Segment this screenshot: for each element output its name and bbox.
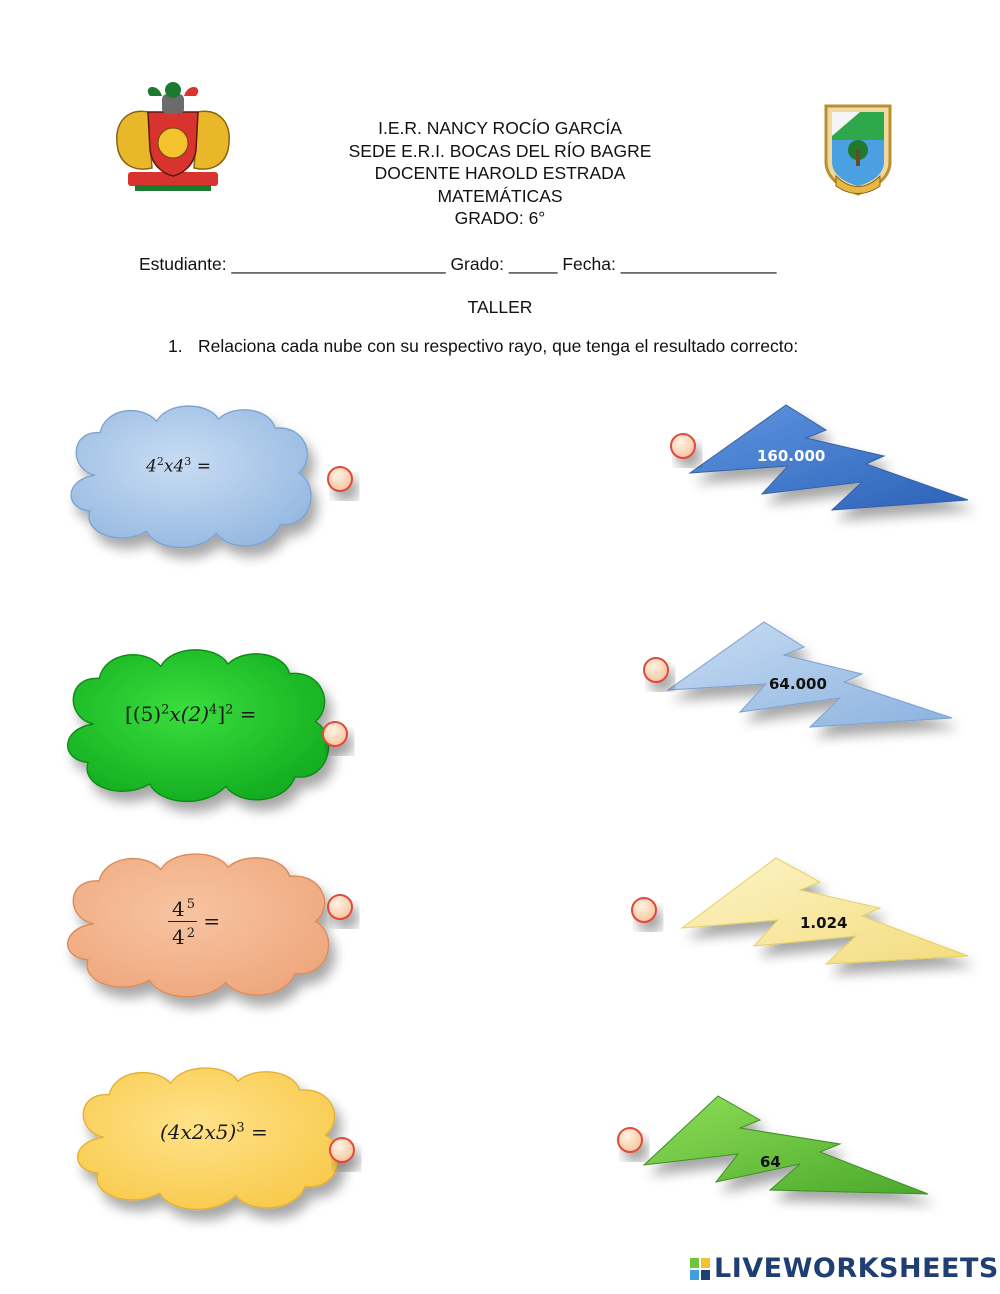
- bolt-label-1: 160.000: [757, 447, 826, 465]
- school-name: I.E.R. NANCY ROCÍO GARCÍA: [378, 118, 622, 138]
- liveworksheets-mark-icon: [690, 1258, 710, 1280]
- instruction-text: Relaciona cada nube con su respectivo rayo, que tenga el resultado correcto:: [198, 336, 799, 356]
- match-dot-bolt-2[interactable]: [644, 658, 668, 682]
- cloud-expression-2: $[(5)^2x(2)^4]^2$ =: [125, 702, 257, 726]
- bolt-shape-1: [690, 405, 968, 510]
- student-name-blank[interactable]: ______________________: [231, 254, 446, 274]
- date-label: Fecha:: [562, 254, 616, 274]
- match-dot-cloud-4[interactable]: [330, 1138, 354, 1162]
- teacher-name: DOCENTE HAROLD ESTRADA: [374, 163, 626, 183]
- grade-field-label: Grado:: [450, 254, 504, 274]
- liveworksheets-logo: [690, 1253, 999, 1284]
- match-dot-bolt-4[interactable]: [618, 1128, 642, 1152]
- instruction: [168, 335, 848, 358]
- match-dot-cloud-3[interactable]: [328, 895, 352, 919]
- cloud-expression-3: $\frac{4 ^5}{4 ^2}$ =: [168, 893, 220, 949]
- match-dot-bolt-3[interactable]: [632, 898, 656, 922]
- right-crest-icon: [826, 106, 890, 194]
- cloud-shape-1: [71, 406, 311, 547]
- instruction-number: 1.: [168, 336, 183, 356]
- date-blank[interactable]: ________________: [620, 254, 777, 274]
- student-label: Estudiante:: [139, 254, 227, 274]
- bolt-label-3: 1.024: [800, 914, 848, 932]
- header-block: [250, 117, 750, 230]
- match-dot-bolt-1[interactable]: [671, 434, 695, 458]
- student-info-line: [139, 254, 776, 275]
- bolt-label-2: 64.000: [769, 675, 827, 693]
- match-dot-cloud-1[interactable]: [328, 467, 352, 491]
- bolt-label-4: 64: [760, 1153, 781, 1171]
- worksheet-title: TALLER: [467, 297, 533, 317]
- grade-label: GRADO: 6°: [454, 208, 546, 228]
- campus-name: SEDE E.R.I. BOCAS DEL RÍO BAGRE: [348, 140, 652, 161]
- left-crest-icon: [117, 82, 229, 191]
- grade-blank[interactable]: _____: [508, 254, 558, 274]
- cloud-expression-4: $(4x2x5)^3$ =: [160, 1120, 268, 1144]
- fraction: $\frac{4 ^5}{4 ^2}$: [168, 893, 197, 949]
- bolt-shape-3: [682, 858, 968, 964]
- brand-name: LIVEWORKSHEETS: [714, 1253, 999, 1284]
- cloud-expression-1: $4^2x4^3$ =: [146, 455, 211, 477]
- subject-name: MATEMÁTICAS: [437, 185, 563, 206]
- bolt-shape-4: [644, 1096, 928, 1194]
- match-dot-cloud-2[interactable]: [323, 722, 347, 746]
